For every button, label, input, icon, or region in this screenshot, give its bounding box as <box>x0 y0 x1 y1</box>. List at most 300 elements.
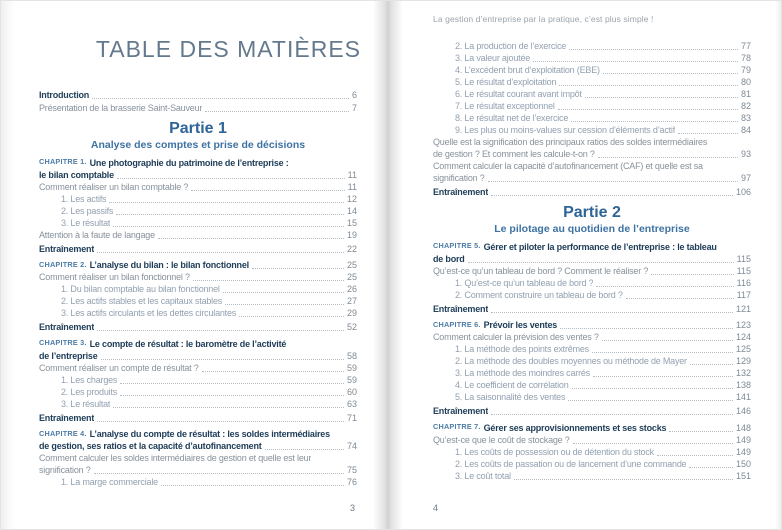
toc-line <box>433 355 751 367</box>
part-heading <box>39 119 357 152</box>
page-ref: 123 <box>735 320 751 330</box>
toc-entry <box>39 193 357 205</box>
entry-text: Entraînement <box>433 406 489 416</box>
page-ref: 59 <box>346 362 357 373</box>
page-ref: 82 <box>740 101 751 111</box>
toc-entry <box>433 112 751 124</box>
toc-line <box>39 193 357 205</box>
entry-text: 3. Le résultat <box>61 398 111 409</box>
dot-leader <box>202 371 344 372</box>
chapter-label: CHAPITRE 4. <box>39 428 87 438</box>
page-ref: 149 <box>735 446 751 457</box>
page-ref: 25 <box>346 272 357 282</box>
page-ref: 58 <box>346 350 357 361</box>
entry-text: signification ? <box>39 465 91 475</box>
page-ref: 19 <box>346 229 357 240</box>
page-ref: 27 <box>346 296 357 306</box>
page-ref: 148 <box>735 422 751 433</box>
dot-leader <box>161 485 344 486</box>
toc-entry <box>39 283 357 295</box>
dot-leader <box>657 455 733 456</box>
dot-leader <box>603 73 738 74</box>
page-ref: 79 <box>740 65 751 75</box>
toc-line <box>433 391 751 403</box>
entry-text: 2. La méthode des doubles moyennes ou méthode de Mayer <box>455 356 687 366</box>
dot-leader <box>533 61 738 62</box>
toc-line <box>433 265 751 277</box>
dot-leader <box>560 328 733 329</box>
entry-text: 9. Les plus ou moins-values sur cession d’éléments d’actif <box>455 125 676 135</box>
toc-entry <box>39 428 357 453</box>
toc-line <box>433 160 751 172</box>
toc-line <box>39 181 357 193</box>
page-ref: 59 <box>346 374 357 385</box>
entry-text: 2. La production de l’exercice <box>455 41 567 51</box>
dot-leader <box>678 133 738 134</box>
dot-leader <box>101 359 344 360</box>
toc-entry <box>433 458 751 470</box>
page-ref: 26 <box>346 284 357 294</box>
page-ref: 71 <box>346 412 357 423</box>
toc-entry <box>433 319 751 332</box>
toc-line <box>433 136 751 148</box>
toc-title: TABLE DES MATIÈRES <box>95 36 361 62</box>
part-title: Partie 1 <box>169 120 227 137</box>
entry-text: 3. La valeur ajoutée <box>455 53 531 63</box>
dot-leader <box>120 383 344 384</box>
toc-line <box>39 271 357 283</box>
toc-entry <box>39 386 357 398</box>
page-ref: 83 <box>740 113 751 123</box>
toc-line <box>39 295 357 307</box>
toc-entry <box>433 124 751 136</box>
dot-leader <box>94 473 344 474</box>
dot-leader <box>97 421 344 422</box>
page-left <box>1 1 389 529</box>
toc-line <box>433 319 751 332</box>
toc-line <box>433 446 751 458</box>
dot-leader <box>116 214 344 215</box>
toc-entries-right <box>433 40 751 482</box>
dot-leader <box>265 449 344 450</box>
toc-line <box>433 434 751 446</box>
dot-leader <box>558 109 738 110</box>
toc-line <box>39 464 357 476</box>
toc-line <box>433 64 751 76</box>
running-header: La gestion d’entreprise par la pratique, c’est plus simple ! <box>433 14 654 24</box>
dot-leader <box>191 190 344 191</box>
page-ref: 151 <box>735 470 751 481</box>
entry-text: 2. Les actifs stables et les capitaux stables <box>61 296 223 306</box>
toc-entry <box>433 379 751 391</box>
toc-line <box>433 172 751 184</box>
page-ref: 74 <box>346 441 357 451</box>
entry-text: de bord <box>433 253 465 264</box>
entry-text: Qu’est-ce que le coût de stockage ? <box>433 434 570 445</box>
entry-text: L’analyse du bilan : le bilan fonctionnel <box>89 260 249 270</box>
page-ref: 116 <box>736 277 751 288</box>
toc-entry <box>433 265 751 277</box>
toc-line <box>39 307 357 319</box>
toc-line <box>433 148 751 160</box>
page-ref: 129 <box>735 356 751 366</box>
toc-entry <box>433 277 751 289</box>
toc-line <box>433 303 751 315</box>
page-ref: 63 <box>346 398 357 409</box>
toc-line <box>433 421 751 434</box>
toc-entry <box>433 240 751 265</box>
page-ref: 97 <box>740 173 751 183</box>
toc-entry <box>433 446 751 458</box>
entry-text: Entraînement <box>39 412 95 423</box>
entry-text: Gérer et piloter la performance de l’entreprise : le tableau <box>483 241 717 252</box>
toc-line <box>433 470 751 482</box>
page-ref: 25 <box>346 260 357 270</box>
entry-text: 2. Comment construire un tableau de bord ? <box>455 289 623 300</box>
toc-line <box>433 343 751 355</box>
toc-line <box>433 76 751 88</box>
toc-line <box>39 229 357 241</box>
toc-entry <box>433 64 751 76</box>
toc-entry <box>433 421 751 434</box>
dot-leader <box>491 414 733 415</box>
dot-leader <box>491 195 733 196</box>
entry-text: Présentation de la brasserie Saint-Sauveur <box>39 103 203 113</box>
entry-text: 2. Les passifs <box>61 205 114 216</box>
chapter-label: CHAPITRE 7. <box>433 422 481 431</box>
toc-line <box>39 350 357 362</box>
dot-leader <box>593 376 733 377</box>
toc-line <box>433 367 751 379</box>
dot-leader <box>491 312 733 313</box>
entry-text: 3. La méthode des moindres carrés <box>455 368 590 378</box>
entry-text: Comment réaliser un compte de résultat ? <box>39 362 199 373</box>
toc-line <box>433 112 751 124</box>
toc-line <box>433 240 751 253</box>
toc-line <box>39 205 357 217</box>
toc-line <box>433 52 751 64</box>
toc-entry <box>39 374 357 386</box>
toc-line <box>39 259 357 272</box>
entry-text: 3. Le résultat <box>61 217 111 228</box>
toc-line <box>39 362 357 374</box>
toc-line <box>433 405 751 417</box>
page-right <box>395 1 782 529</box>
toc-entry <box>433 434 751 446</box>
toc-line <box>39 476 357 488</box>
entry-text: 5. La saisonnalité des ventes <box>455 392 566 402</box>
toc-entry <box>433 136 751 160</box>
page-ref: 76 <box>346 477 357 487</box>
toc-entry <box>39 321 357 333</box>
entry-text: le bilan comptable <box>39 169 114 180</box>
page-ref: 14 <box>346 205 357 216</box>
dot-leader <box>193 280 344 281</box>
page-ref: 11 <box>347 169 357 180</box>
entry-text: Introduction <box>39 90 90 100</box>
toc-line <box>39 243 357 255</box>
toc-line <box>39 386 357 398</box>
page-ref: 138 <box>735 380 751 390</box>
page-number-left: 3 <box>349 503 355 513</box>
entry-text: de gestion ? Et comment les calcule-t-on ? <box>433 149 595 159</box>
page-ref: 75 <box>346 465 357 475</box>
page-ref: 125 <box>735 344 751 354</box>
entry-text: 1. La marge commerciale <box>61 477 158 487</box>
dot-leader <box>598 157 738 158</box>
toc-entry <box>433 88 751 100</box>
toc-line <box>39 169 357 181</box>
toc-line <box>39 428 357 441</box>
page-ref: 78 <box>740 53 751 63</box>
toc-entry <box>39 181 357 193</box>
toc-entry <box>39 362 357 374</box>
dot-leader <box>109 202 344 203</box>
entry-text: Entraînement <box>433 303 489 314</box>
toc-entry <box>39 102 357 114</box>
entry-text: de l’entreprise <box>39 350 98 361</box>
entry-text: Gérer ses approvisionnements et ses stocks <box>483 422 667 433</box>
entry-text: 8. Le résultat net de l’exercice <box>455 113 569 123</box>
toc-entry <box>39 89 357 101</box>
page-ref: 117 <box>736 289 751 300</box>
toc-entry <box>39 229 357 241</box>
entry-text: 4. L’excédent brut d’exploitation (EBE) <box>455 65 600 75</box>
entry-text: Le compte de résultat : le baromètre de l’activité <box>89 338 287 349</box>
chapter-label: CHAPITRE 5. <box>433 241 481 250</box>
toc-entry <box>433 40 751 52</box>
toc-line <box>433 331 751 343</box>
toc-entry <box>433 289 751 301</box>
dot-leader <box>602 340 733 341</box>
page-ref: 81 <box>740 89 751 99</box>
entry-text: de gestion, ses ratios et la capacité d’autofinancement <box>39 441 262 451</box>
dot-leader <box>225 304 344 305</box>
page-ref: 52 <box>346 322 357 332</box>
part-title: Partie 2 <box>563 204 621 221</box>
toc-line <box>433 124 751 136</box>
page-ref: 77 <box>740 41 751 51</box>
page-ref: 124 <box>735 332 751 342</box>
chapter-label: CHAPITRE 2. <box>39 259 87 269</box>
dot-leader <box>569 49 738 50</box>
dot-leader <box>252 268 344 269</box>
toc-entry <box>39 476 357 488</box>
entry-text: Comment réaliser un bilan fonctionnel ? <box>39 272 190 282</box>
toc-line <box>433 379 751 391</box>
dot-leader <box>514 479 733 480</box>
entry-text: 1. Qu’est-ce qu’un tableau de bord ? <box>455 277 594 288</box>
entry-text: 1. Les charges <box>61 374 118 385</box>
page-ref: 60 <box>346 386 357 397</box>
page-ref: 115 <box>736 265 751 276</box>
toc-entry <box>433 76 751 88</box>
page-ref: 15 <box>346 217 357 228</box>
toc-entry <box>39 295 357 307</box>
toc-entry <box>433 303 751 315</box>
toc-line <box>433 277 751 289</box>
toc-line <box>39 440 357 452</box>
toc-line <box>39 217 357 229</box>
toc-entry <box>433 186 751 198</box>
toc-entry <box>433 52 751 64</box>
toc-entry <box>39 271 357 283</box>
page-ref: 141 <box>735 392 751 402</box>
dot-leader <box>117 178 345 179</box>
toc-entry <box>39 243 357 255</box>
entry-text: Quelle est la signification des principaux ratios des soldes intermédiaires <box>433 137 708 147</box>
toc-line <box>39 374 357 386</box>
entry-text: Entraînement <box>39 322 95 332</box>
toc-line <box>433 40 751 52</box>
toc-line <box>39 398 357 410</box>
entry-text: L’analyse du compte de résultat : les soldes intermédiaires <box>89 429 330 439</box>
toc-entry <box>433 391 751 403</box>
dot-leader <box>651 274 734 275</box>
dot-leader <box>559 85 738 86</box>
toc-entry <box>433 470 751 482</box>
chapter-label: CHAPITRE 3. <box>39 338 87 347</box>
toc-entry <box>433 331 751 343</box>
toc-line <box>433 289 751 301</box>
toc-line <box>39 337 357 350</box>
toc-line <box>433 186 751 198</box>
toc-line <box>39 452 357 464</box>
toc-entries-left <box>39 87 357 488</box>
dot-leader <box>158 238 344 239</box>
toc-line <box>39 412 357 424</box>
toc-entry <box>433 160 751 184</box>
dot-leader <box>690 364 733 365</box>
entry-text: Prévoir les ventes <box>483 320 558 330</box>
dot-leader <box>97 252 344 253</box>
page-ref: 115 <box>736 253 751 264</box>
entry-text: Entraînement <box>433 187 489 197</box>
toc-entry <box>433 367 751 379</box>
entry-text: Entraînement <box>39 243 95 254</box>
dot-leader <box>568 400 733 401</box>
toc-entry <box>39 156 357 181</box>
page-ref: 80 <box>740 77 751 87</box>
toc-line <box>39 321 357 333</box>
dot-leader <box>689 467 733 468</box>
dot-leader <box>571 121 738 122</box>
dot-leader <box>592 352 733 353</box>
entry-text: 3. Le coût total <box>455 470 511 481</box>
page-ref: 150 <box>735 458 751 469</box>
dot-leader <box>120 395 344 396</box>
toc-line <box>39 156 357 169</box>
part-subtitle: Le pilotage au quotidien de l’entreprise <box>494 223 690 235</box>
part-heading <box>433 203 751 236</box>
toc-entry <box>39 337 357 362</box>
toc-entry <box>39 217 357 229</box>
entry-text: Comment calculer la capacité d’autofinancement (CAF) et quelle est sa <box>433 161 703 171</box>
page-ref: 106 <box>735 187 751 197</box>
entry-text: Comment calculer les soldes intermédiaires de gestion et quelle est leur <box>39 453 312 463</box>
toc-entry <box>39 259 357 272</box>
dot-leader <box>596 286 733 287</box>
dot-leader <box>97 330 344 331</box>
toc-line <box>433 458 751 470</box>
dot-leader <box>239 316 344 317</box>
entry-text: signification ? <box>433 173 485 183</box>
entry-text: 2. Les coûts de passation ou de lancement d’une commande <box>455 458 687 469</box>
page-ref: 132 <box>735 368 751 378</box>
dot-leader <box>223 292 344 293</box>
toc-entry <box>39 412 357 424</box>
page-ref: 12 <box>346 193 357 204</box>
toc-line <box>433 88 751 100</box>
dot-leader <box>92 98 349 99</box>
toc-line <box>433 253 751 265</box>
page-ref: 22 <box>346 243 357 254</box>
dot-leader <box>669 431 733 432</box>
toc-entry <box>433 343 751 355</box>
entry-text: 5. Le résultat d’exploitation <box>455 77 557 87</box>
toc-line <box>433 100 751 112</box>
entry-text: Qu’est-ce qu’un tableau de bord ? Comment le réaliser ? <box>433 265 649 276</box>
entry-text: 4. Le coefficient de corrélation <box>455 380 569 390</box>
page-ref: 11 <box>347 181 357 192</box>
dot-leader <box>572 388 733 389</box>
entry-text: 7. Le résultat exceptionnel <box>455 101 555 111</box>
toc-entry <box>433 100 751 112</box>
toc-entry <box>39 452 357 476</box>
entry-text: 6. Le résultat courant avant impôt <box>455 89 582 99</box>
entry-text: 1. Les coûts de possession ou de détention du stock <box>455 446 654 457</box>
chapter-label: CHAPITRE 6. <box>433 319 481 329</box>
chapter-label: CHAPITRE 1. <box>39 157 87 166</box>
entry-text: Comment calculer la prévision des ventes ? <box>433 332 599 342</box>
page-ref: 84 <box>740 125 751 135</box>
page-ref: 149 <box>735 434 751 445</box>
page-ref: 7 <box>351 103 357 113</box>
page-ref: 29 <box>346 308 357 318</box>
entry-text: 2. Les produits <box>61 386 118 397</box>
entry-text: Une photographie du patrimoine de l’entreprise : <box>89 157 289 168</box>
entry-text: 1. Du bilan comptable au bilan fonctionnel <box>61 284 220 294</box>
toc-line <box>39 283 357 295</box>
dot-leader <box>468 262 734 263</box>
page-ref: 146 <box>735 406 751 416</box>
page-ref: 6 <box>351 90 357 100</box>
dot-leader <box>205 111 349 112</box>
toc-entry <box>39 205 357 217</box>
toc-entry <box>433 405 751 417</box>
page-number-right: 4 <box>433 503 439 513</box>
entry-text: Attention à la faute de langage <box>39 229 155 240</box>
entry-text: 1. Les actifs <box>61 193 107 204</box>
entry-text: 1. La méthode des points extrêmes <box>455 344 589 354</box>
part-subtitle: Analyse des comptes et prise de décisions <box>90 139 306 151</box>
toc-entry <box>433 355 751 367</box>
toc-line <box>39 89 357 101</box>
dot-leader <box>113 226 344 227</box>
dot-leader <box>585 97 738 98</box>
page-ref: 121 <box>735 303 751 314</box>
entry-text: Comment réaliser un bilan comptable ? <box>39 181 189 192</box>
toc-entry <box>39 307 357 319</box>
toc-line <box>39 102 357 114</box>
dot-leader <box>488 181 738 182</box>
toc-entry <box>39 398 357 410</box>
page-ref: 93 <box>740 149 751 159</box>
dot-leader <box>626 298 734 299</box>
dot-leader <box>113 407 344 408</box>
entry-text: 3. Les actifs circulants et les dettes circulantes <box>61 308 237 318</box>
dot-leader <box>573 443 733 444</box>
